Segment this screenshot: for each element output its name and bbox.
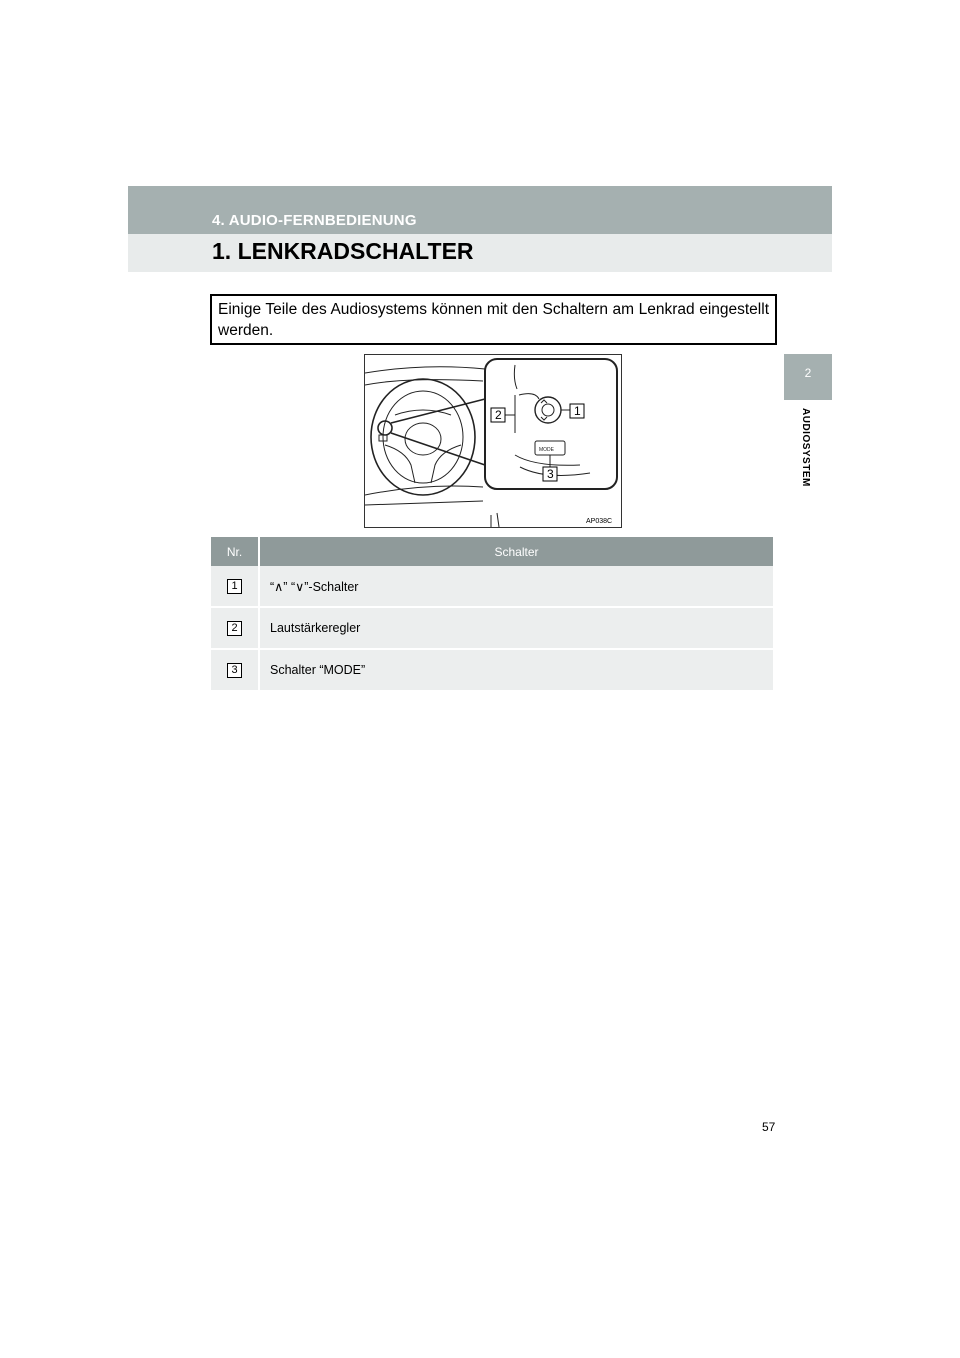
- intro-text: Einige Teile des Audiosystems können mit den Schaltern am Lenkrad eingestellt werden.: [210, 294, 777, 345]
- table-header-row: [211, 537, 773, 566]
- row-label: Schalter “MODE”: [259, 649, 773, 691]
- row-number: 2: [227, 621, 242, 636]
- row-label: “∧” “∨”-Schalter: [259, 566, 773, 607]
- row-label: Lautstärkeregler: [259, 607, 773, 649]
- row-number: 3: [227, 663, 242, 678]
- section-label: 4. AUDIO-FERNBEDIENUNG: [212, 212, 417, 229]
- figure-code: AP038C: [586, 518, 613, 525]
- mode-button-label: MODE: [539, 447, 554, 453]
- page-title: 1. LENKRADSCHALTER: [212, 238, 474, 264]
- chapter-label: AUDIOSYSTEM: [800, 408, 811, 487]
- table-row: [211, 607, 773, 649]
- chapter-number: 2: [804, 366, 812, 380]
- switch-table: [211, 537, 773, 692]
- steering-wheel-illustration: [364, 354, 622, 528]
- callout-1: 1: [574, 404, 581, 418]
- row-number: 1: [227, 579, 242, 594]
- steering-wheel-drawing: [365, 355, 621, 527]
- header-switch: Schalter: [259, 537, 773, 566]
- table-row: [211, 566, 773, 607]
- table-row: [211, 649, 773, 691]
- callout-2: 2: [495, 408, 502, 422]
- page-number: 57: [762, 1120, 776, 1134]
- header-nr: Nr.: [211, 537, 259, 566]
- callout-3: 3: [547, 467, 554, 481]
